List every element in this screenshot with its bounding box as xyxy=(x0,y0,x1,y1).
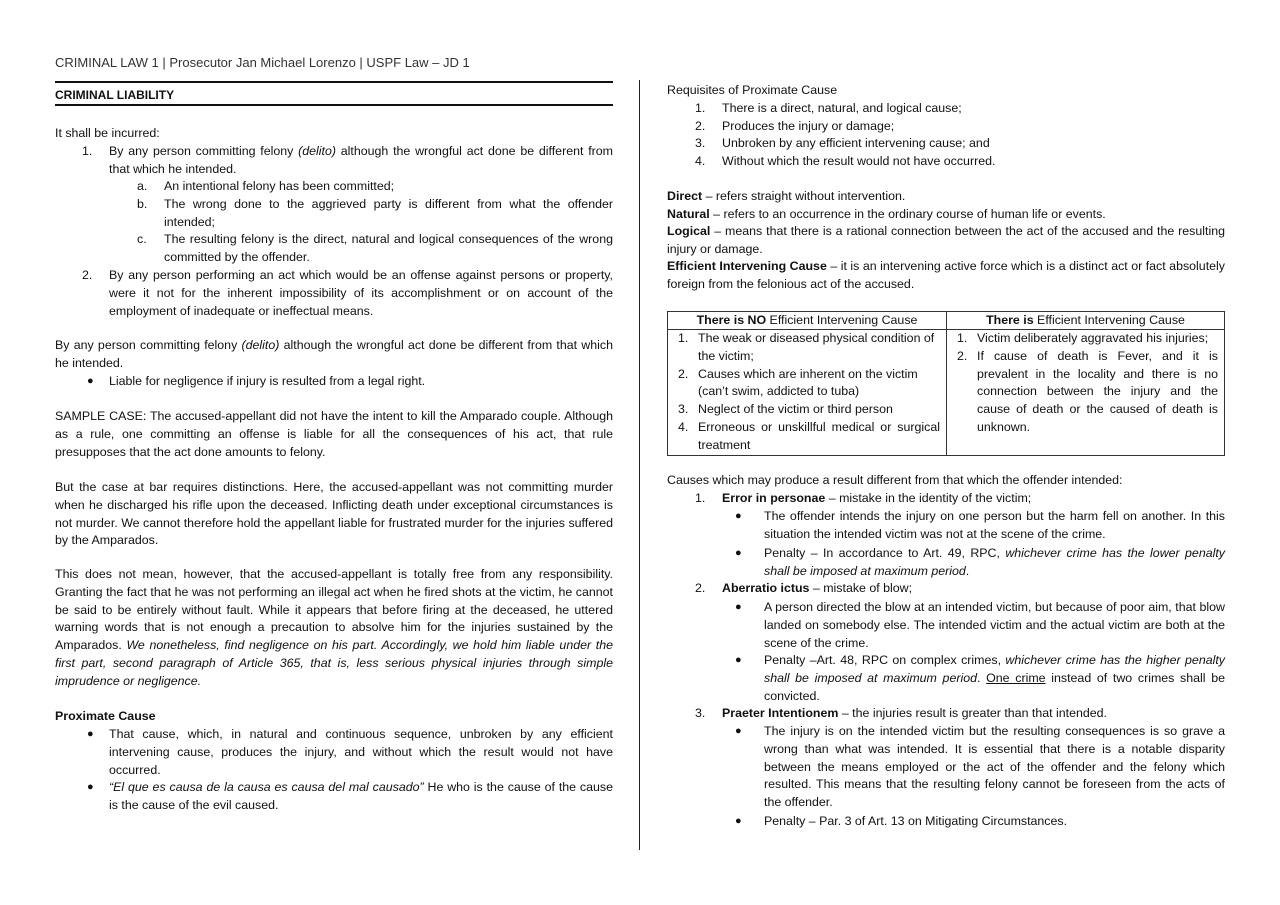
bullet-icon: ● xyxy=(735,547,742,559)
table-list-item: 4. Erroneous or unskillful medical or surgical treatment xyxy=(678,419,940,452)
table-list-item: 2. Causes which are inherent on the victim (can’t swim, addicted to tuba) xyxy=(678,366,918,399)
bullet-icon: ● xyxy=(735,601,742,613)
definition: Efficient Intervening Cause – it is an intervening active force which is a distinct act or fact absolutely foreign from the felonious act of the accused. xyxy=(667,259,1225,291)
table-list-item: 1. The weak or diseased physical condition of the victim; xyxy=(678,331,935,363)
bullet-icon: ● xyxy=(735,510,742,522)
list-item: 2. Produces the injury or damage; xyxy=(695,119,895,133)
bullet-item: ● Penalty –Art. 48, RPC on complex crimes, whichever crime has the higher penalty shall be imposed at maximum period. One crime instead of two crimes shall be convicted. xyxy=(735,653,1225,703)
section-title: CRIMINAL LIABILITY xyxy=(55,88,175,102)
definition: Logical – means that there is a rational connection between the act of the accused and the resulting injury or damage. xyxy=(667,224,1225,256)
table-cell xyxy=(947,330,1225,456)
column-divider xyxy=(639,80,640,850)
list-item: 3. Praeter Intentionem – the injuries result is greater than that intended. xyxy=(695,706,1108,720)
definition: Natural – refers to an occurrence in the ordinary course of human life or events. xyxy=(667,207,1106,221)
subsection-title: Requisites of Proximate Cause xyxy=(667,83,838,97)
table-header: There is Efficient Intervening Cause xyxy=(947,312,1225,330)
list-item: 2. Aberratio ictus – mistake of blow; xyxy=(695,581,913,595)
sample-case-paragraph: SAMPLE CASE: The accused-appellant did not have the intent to kill the Amparado couple. Although as a rule, one committing an offense is liable for all the consequences of his act, that rule presupposes that the act done amounts to felony. xyxy=(55,409,613,459)
list-item: 3. Unbroken by any efficient intervening cause; and xyxy=(695,136,990,150)
sub-list-item: b. The wrong done to the aggrieved party is different from what the offender intended; xyxy=(137,197,613,229)
intervening-cause-table xyxy=(667,311,1225,456)
list-item: 1. There is a direct, natural, and logical cause; xyxy=(695,101,962,115)
bullet-icon: ● xyxy=(87,781,94,793)
bullet-icon: ● xyxy=(735,815,742,827)
paragraph: This does not mean, however, that the accused-appellant is totally free from any responsibility. Granting the fact that he was not performing an illegal act when he fired shots at the victim, he cannot be said to be entirely without fault. While it appears that before firing at the deceased, he uttered warning words that is not enough a precaution to absolve him for the injuries sustained by the Amparados. We nonetheless, find negligence on his part. Accordingly, we hold him liable under the first part, second paragraph of Article 365, that is, less serious physical injuries through simple imprudence or negligence. xyxy=(55,567,613,688)
sub-list-item: a. An intentional felony has been committed; xyxy=(137,179,395,193)
list-item: 1. By any person committing felony (delito) although the wrongful act done be different from that which he intended. xyxy=(82,144,613,176)
definition: Direct – refers straight without intervention. xyxy=(667,189,906,203)
intro-text: It shall be incurred: xyxy=(55,126,160,140)
bullet-item: ● The injury is on the intended victim but the resulting consequences is so grave a wrong than what was intended. It is essential that there is a notable disparity between the means employed or the act of the offender and the felony which resulted. This means that the resulting felony cannot be foreseen from the acts of the offender. xyxy=(735,724,1225,810)
bullet-icon: ● xyxy=(87,728,94,740)
bullet-item: ● A person directed the blow at an intended victim, but because of poor aim, that blow landed on somebody else. The intended victim and the actual victim are both at the scene of the crime. xyxy=(735,600,1225,650)
table-list-item: 2. If cause of death is Fever, and it is prevalent in the locality and there is no connection between the injury and the cause of death or the caused of death is unknown. xyxy=(957,348,1218,434)
bullet-item: ● Liable for negligence if injury is resulted from a legal right. xyxy=(109,373,613,391)
table-cell xyxy=(668,330,947,456)
bullet-item: ● That cause, which, in natural and continuous sequence, unbroken by any efficient intervening cause, produces the injury, and without which the result would not have occurred. xyxy=(87,727,613,777)
table-list-item: 3. Neglect of the victim or third person xyxy=(678,402,893,417)
paragraph: But the case at bar requires distinctions. Here, the accused-appellant was not committing murder when he discharged his rifle upon the deceased. Inflicting death under exceptional circumstances is not murder. We cannot therefore hold the appellant liable for frustrated murder for the injuries suffered by the Amparados. xyxy=(55,480,613,548)
list-item: 1. Error in personae – mistake in the identity of the victim; xyxy=(695,491,1032,505)
page-header: CRIMINAL LAW 1 | Prosecutor Jan Michael Lorenzo | USPF Law – JD 1 xyxy=(55,55,470,70)
subsection-title: Proximate Cause xyxy=(55,709,156,723)
bullet-icon: ● xyxy=(735,725,742,737)
paragraph: Causes which may produce a result different from that which the offender intended: xyxy=(667,473,1123,487)
bullet-item: ● Penalty – In accordance to Art. 49, RPC, whichever crime has the lower penalty shall be imposed at maximum period. xyxy=(735,546,1225,578)
list-number: 1. xyxy=(82,144,93,158)
bullet-icon: ● xyxy=(735,654,742,666)
bullet-item: ● “El que es causa de la causa es causa del mal causado” He who is the cause of the cause is the cause of the evil caused. xyxy=(87,780,613,812)
list-item: 2. By any person performing an act which would be an offense against persons or property, were it not for the inherent impossibility of its accomplishment or on account of the employment of inadequate or ineffectual means. xyxy=(82,268,613,318)
paragraph: By any person committing felony (delito) although the wrongful act done be different from that which he intended. xyxy=(55,338,613,370)
table-list-item: 1. Victim deliberately aggravated his injuries; xyxy=(957,331,1209,345)
list-number: 2. xyxy=(82,268,93,282)
bullet-icon: ● xyxy=(87,375,94,387)
table-header: There is NO Efficient Intervening Cause xyxy=(668,312,947,330)
sub-list-item: c. The resulting felony is the direct, natural and logical consequences of the wrong committed by the offender. xyxy=(137,232,613,264)
list-item: 4. Without which the result would not have occurred. xyxy=(695,154,996,168)
bullet-item: ● Penalty – Par. 3 of Art. 13 on Mitigating Circumstances. xyxy=(764,813,1225,831)
left-column xyxy=(55,0,613,905)
bullet-item: ● The offender intends the injury on one person but the harm fell on another. In this situation the intended victim was not at the scene of the crime. xyxy=(735,509,1225,541)
